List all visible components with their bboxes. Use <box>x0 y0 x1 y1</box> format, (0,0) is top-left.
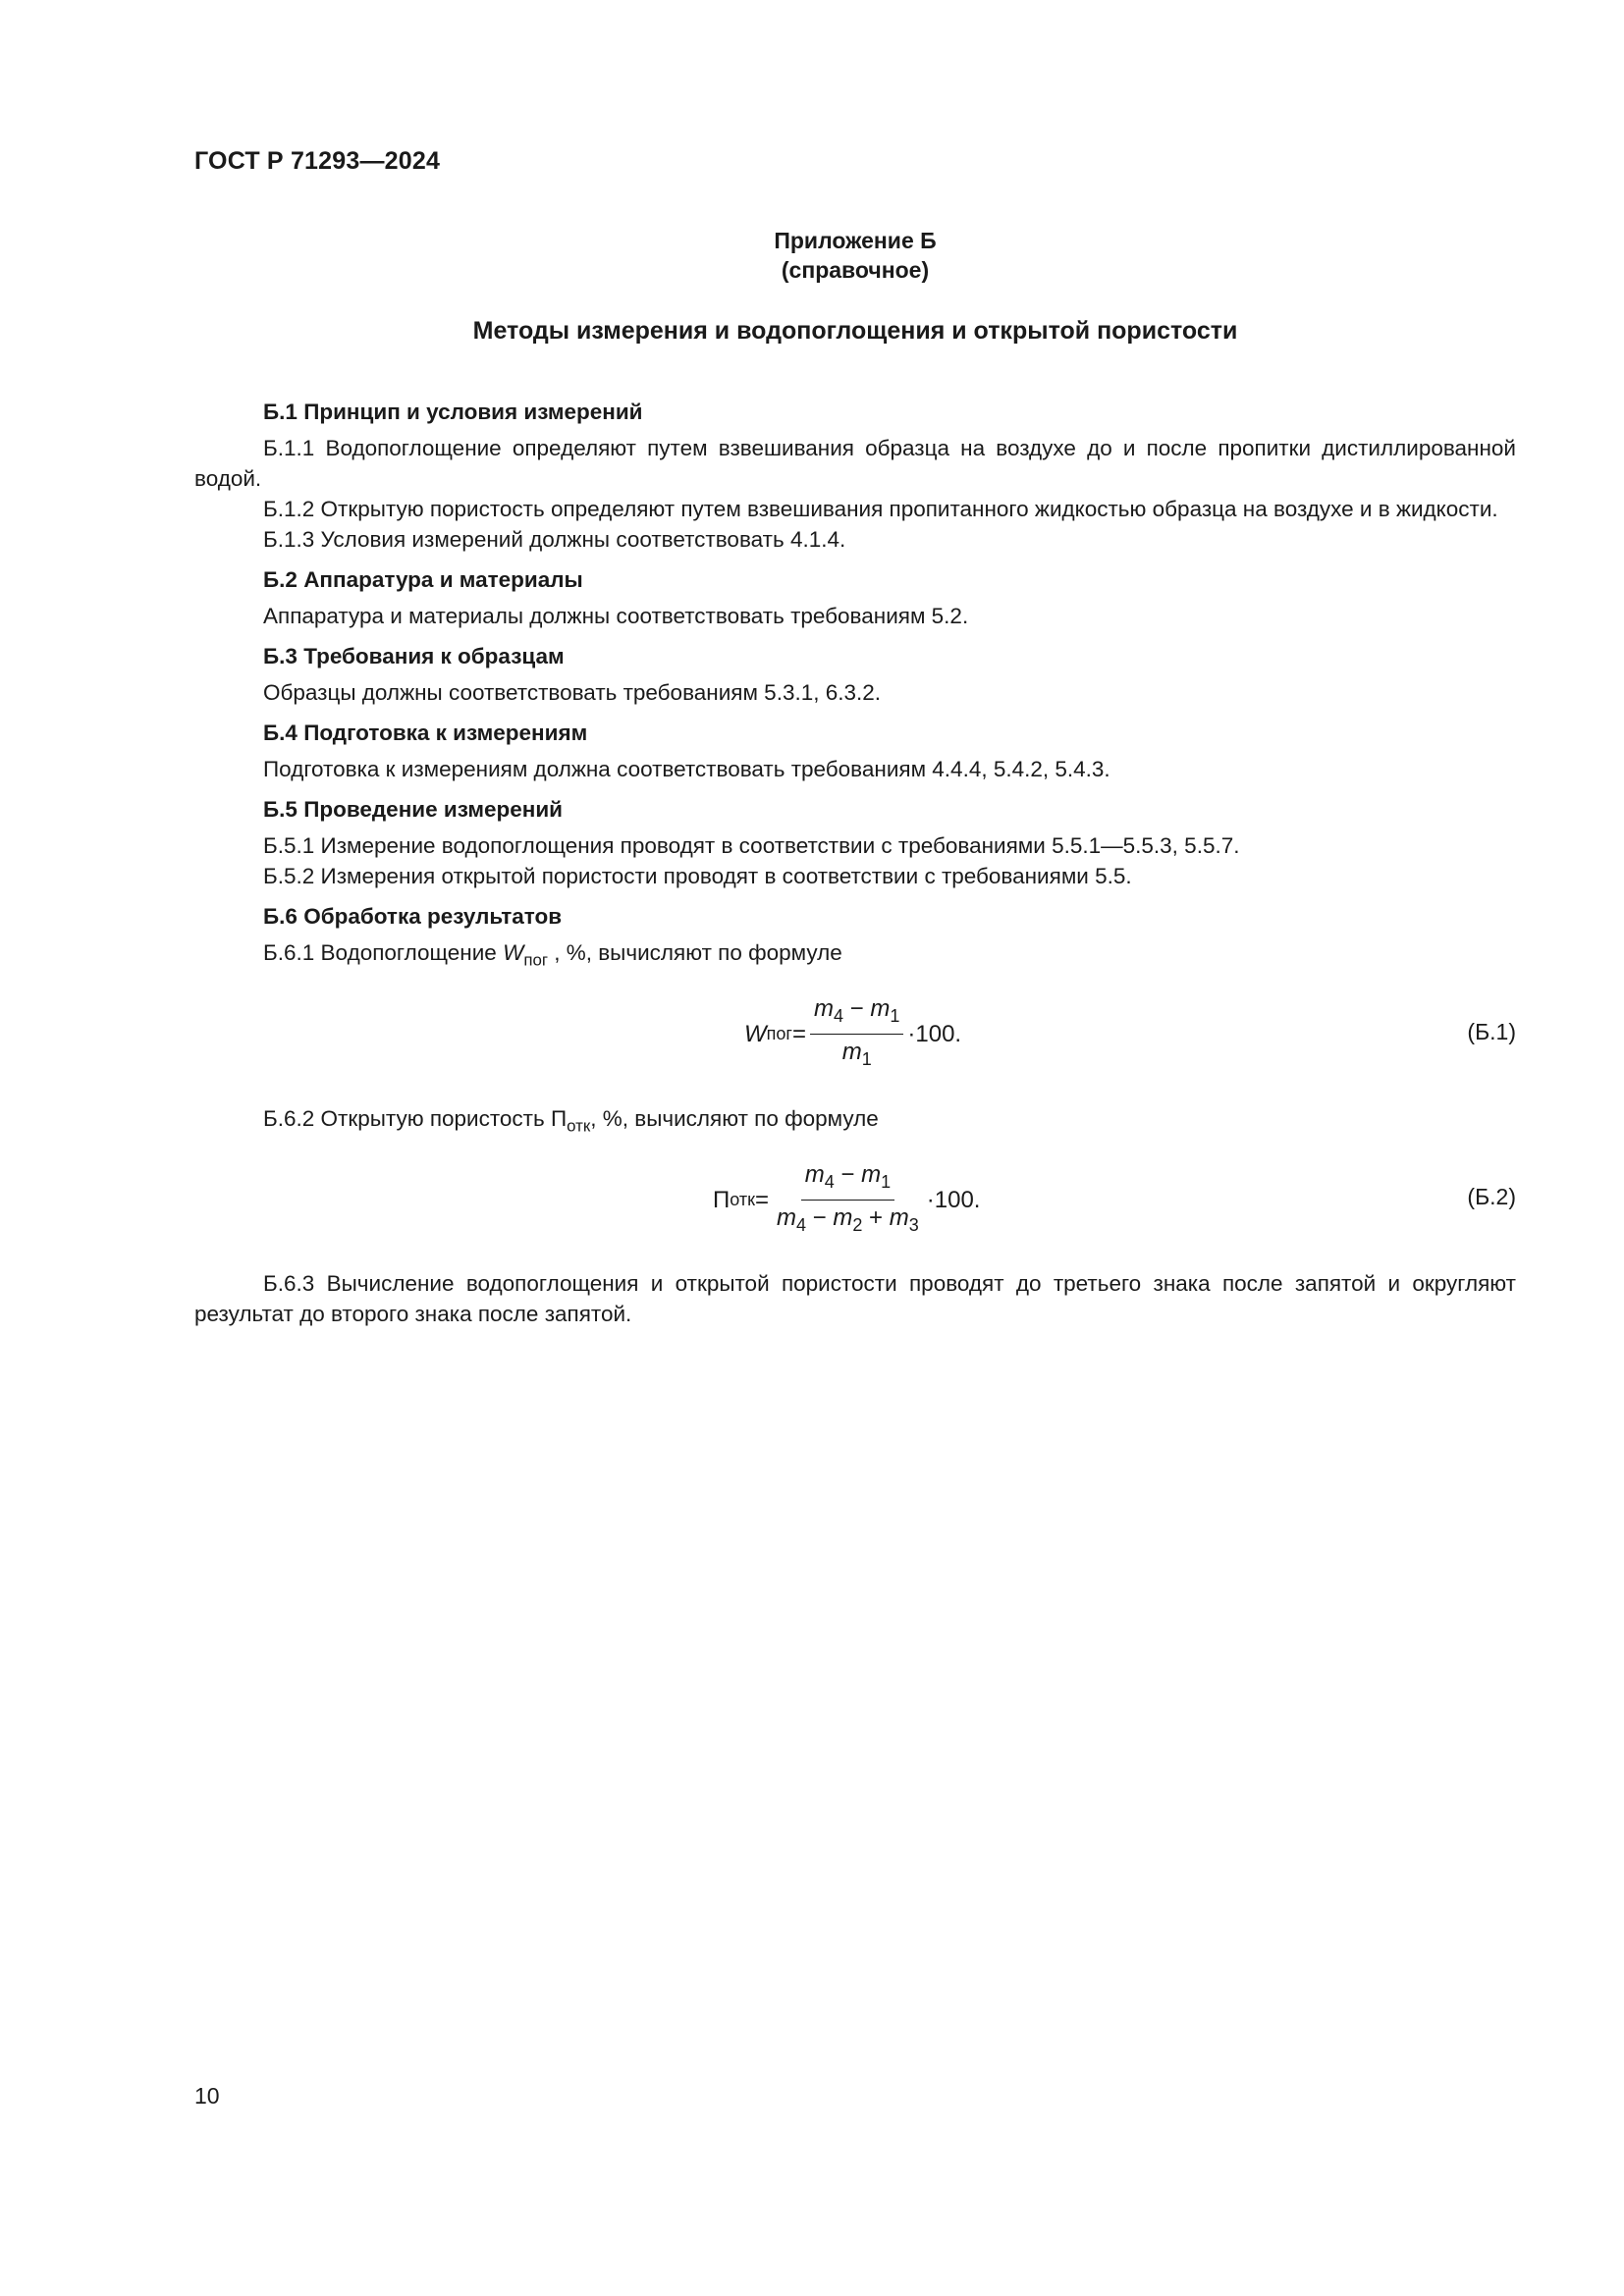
formula-subscript: 1 <box>890 1006 900 1026</box>
document-body <box>194 397 1516 1329</box>
formula-subscript: 1 <box>861 1048 872 1069</box>
formula-symbol: m <box>833 1203 853 1231</box>
paragraph-b6-1 <box>194 937 1516 976</box>
paragraph-b4: Подготовка к измерениям должна соответствовать требованиям 4.4.4, 5.4.2, 5.4.3. <box>263 757 1110 781</box>
formula-subscript: 1 <box>881 1171 892 1192</box>
multiplier: ·100. <box>926 1186 981 1213</box>
formula-b1-expression <box>744 988 961 1082</box>
heading-b2: Б.2 Аппаратура и материалы <box>263 567 583 592</box>
formula-subscript: 4 <box>834 1006 844 1026</box>
fraction <box>773 1159 923 1241</box>
formula-symbol: W <box>744 1021 767 1047</box>
formula-symbol: m <box>889 1203 909 1231</box>
formula-symbol: m <box>804 1160 825 1188</box>
formula-symbol: П <box>713 1186 731 1213</box>
symbol-w: W <box>503 940 524 965</box>
document-header: ГОСТ Р 71293—2024 <box>194 147 441 175</box>
formula-b1 <box>194 988 1516 1082</box>
paragraph-b6-2 <box>194 1103 1516 1142</box>
subscript: пог <box>523 950 548 970</box>
formula-symbol: m <box>841 1039 862 1065</box>
formula-subscript: пог <box>766 1024 792 1043</box>
formula-b2-expression <box>713 1152 980 1247</box>
formula-symbol: m <box>870 995 891 1023</box>
heading-b4: Б.4 Подготовка к измерениям <box>263 721 588 745</box>
paragraph-b1-3: Б.1.3 Условия измерений должны соответствовать 4.1.4. <box>263 527 846 552</box>
text-fragment: , %, вычисляют по формуле <box>547 940 842 965</box>
annex-subtitle: (справочное) <box>781 257 930 283</box>
operator: − <box>834 1160 862 1188</box>
text-fragment: Б.6.1 Водопоглощение <box>263 940 504 965</box>
page-number: 10 <box>194 2083 220 2109</box>
formula-symbol: m <box>777 1203 796 1231</box>
equals-sign: = <box>754 1186 769 1213</box>
heading-b6: Б.6 Обработка результатов <box>263 904 563 929</box>
section-title: Методы измерения и водопоглощения и открытой пористости <box>472 317 1238 345</box>
paragraph-b1-2: Б.1.2 Открытую пористость определяют путем взвешивания пропитанного жидкостью образца на воздухе и в жидкости. <box>263 497 1498 521</box>
equals-sign: = <box>791 1021 806 1047</box>
paragraph-b1-1: Б.1.1 Водопоглощение определяют путем взвешивания образца на воздухе до и после пропитки дистиллированной водой. <box>194 436 1516 491</box>
multiplier: ·100. <box>907 1021 962 1047</box>
heading-b3: Б.3 Требования к образцам <box>263 644 565 668</box>
paragraph-b3: Образцы должны соответствовать требованиям 5.3.1, 6.3.2. <box>263 680 882 705</box>
formula-symbol: m <box>861 1160 882 1188</box>
formula-subscript: 4 <box>796 1214 807 1235</box>
formula-subscript: 3 <box>908 1214 919 1235</box>
fraction <box>810 993 903 1075</box>
annex-title-block <box>194 226 1516 285</box>
annex-title: Приложение Б <box>774 228 937 253</box>
operator: − <box>843 995 871 1023</box>
formula-symbol: m <box>814 995 834 1023</box>
fraction-denominator <box>773 1201 923 1241</box>
paragraph-b2: Аппаратура и материалы должны соответствовать требованиям 5.2. <box>263 604 969 628</box>
fraction-denominator <box>839 1035 876 1075</box>
text-fragment: Б.6.2 Открытую пористость П <box>263 1105 568 1131</box>
operator: − <box>806 1203 834 1231</box>
subscript: отк <box>567 1116 591 1135</box>
formula-subscript: отк <box>730 1189 755 1209</box>
formula-subscript: 2 <box>852 1214 863 1235</box>
paragraph-b5-1: Б.5.1 Измерение водопоглощения проводят в соответствии с требованиями 5.5.1—5.5.3, 5.5.7. <box>263 833 1240 858</box>
formula-b1-number: (Б.1) <box>1467 1018 1516 1044</box>
heading-b1: Б.1 Принцип и условия измерений <box>263 400 643 424</box>
formula-subscript: 4 <box>824 1171 835 1192</box>
fraction-numerator <box>810 993 903 1035</box>
formula-b2 <box>194 1152 1516 1247</box>
operator: + <box>862 1203 890 1231</box>
heading-b5: Б.5 Проведение измерений <box>263 797 564 822</box>
paragraph-b5-2: Б.5.2 Измерения открытой пористости проводят в соответствии с требованиями 5.5. <box>263 864 1132 888</box>
formula-b2-number: (Б.2) <box>1467 1184 1516 1209</box>
fraction-numerator <box>801 1159 894 1201</box>
paragraph-b6-3: Б.6.3 Вычисление водопоглощения и открытой пористости проводят до третьего знака после запятой и округляют результат до второго знака после запятой. <box>194 1271 1516 1326</box>
text-fragment: , %, вычисляют по формуле <box>590 1105 879 1131</box>
